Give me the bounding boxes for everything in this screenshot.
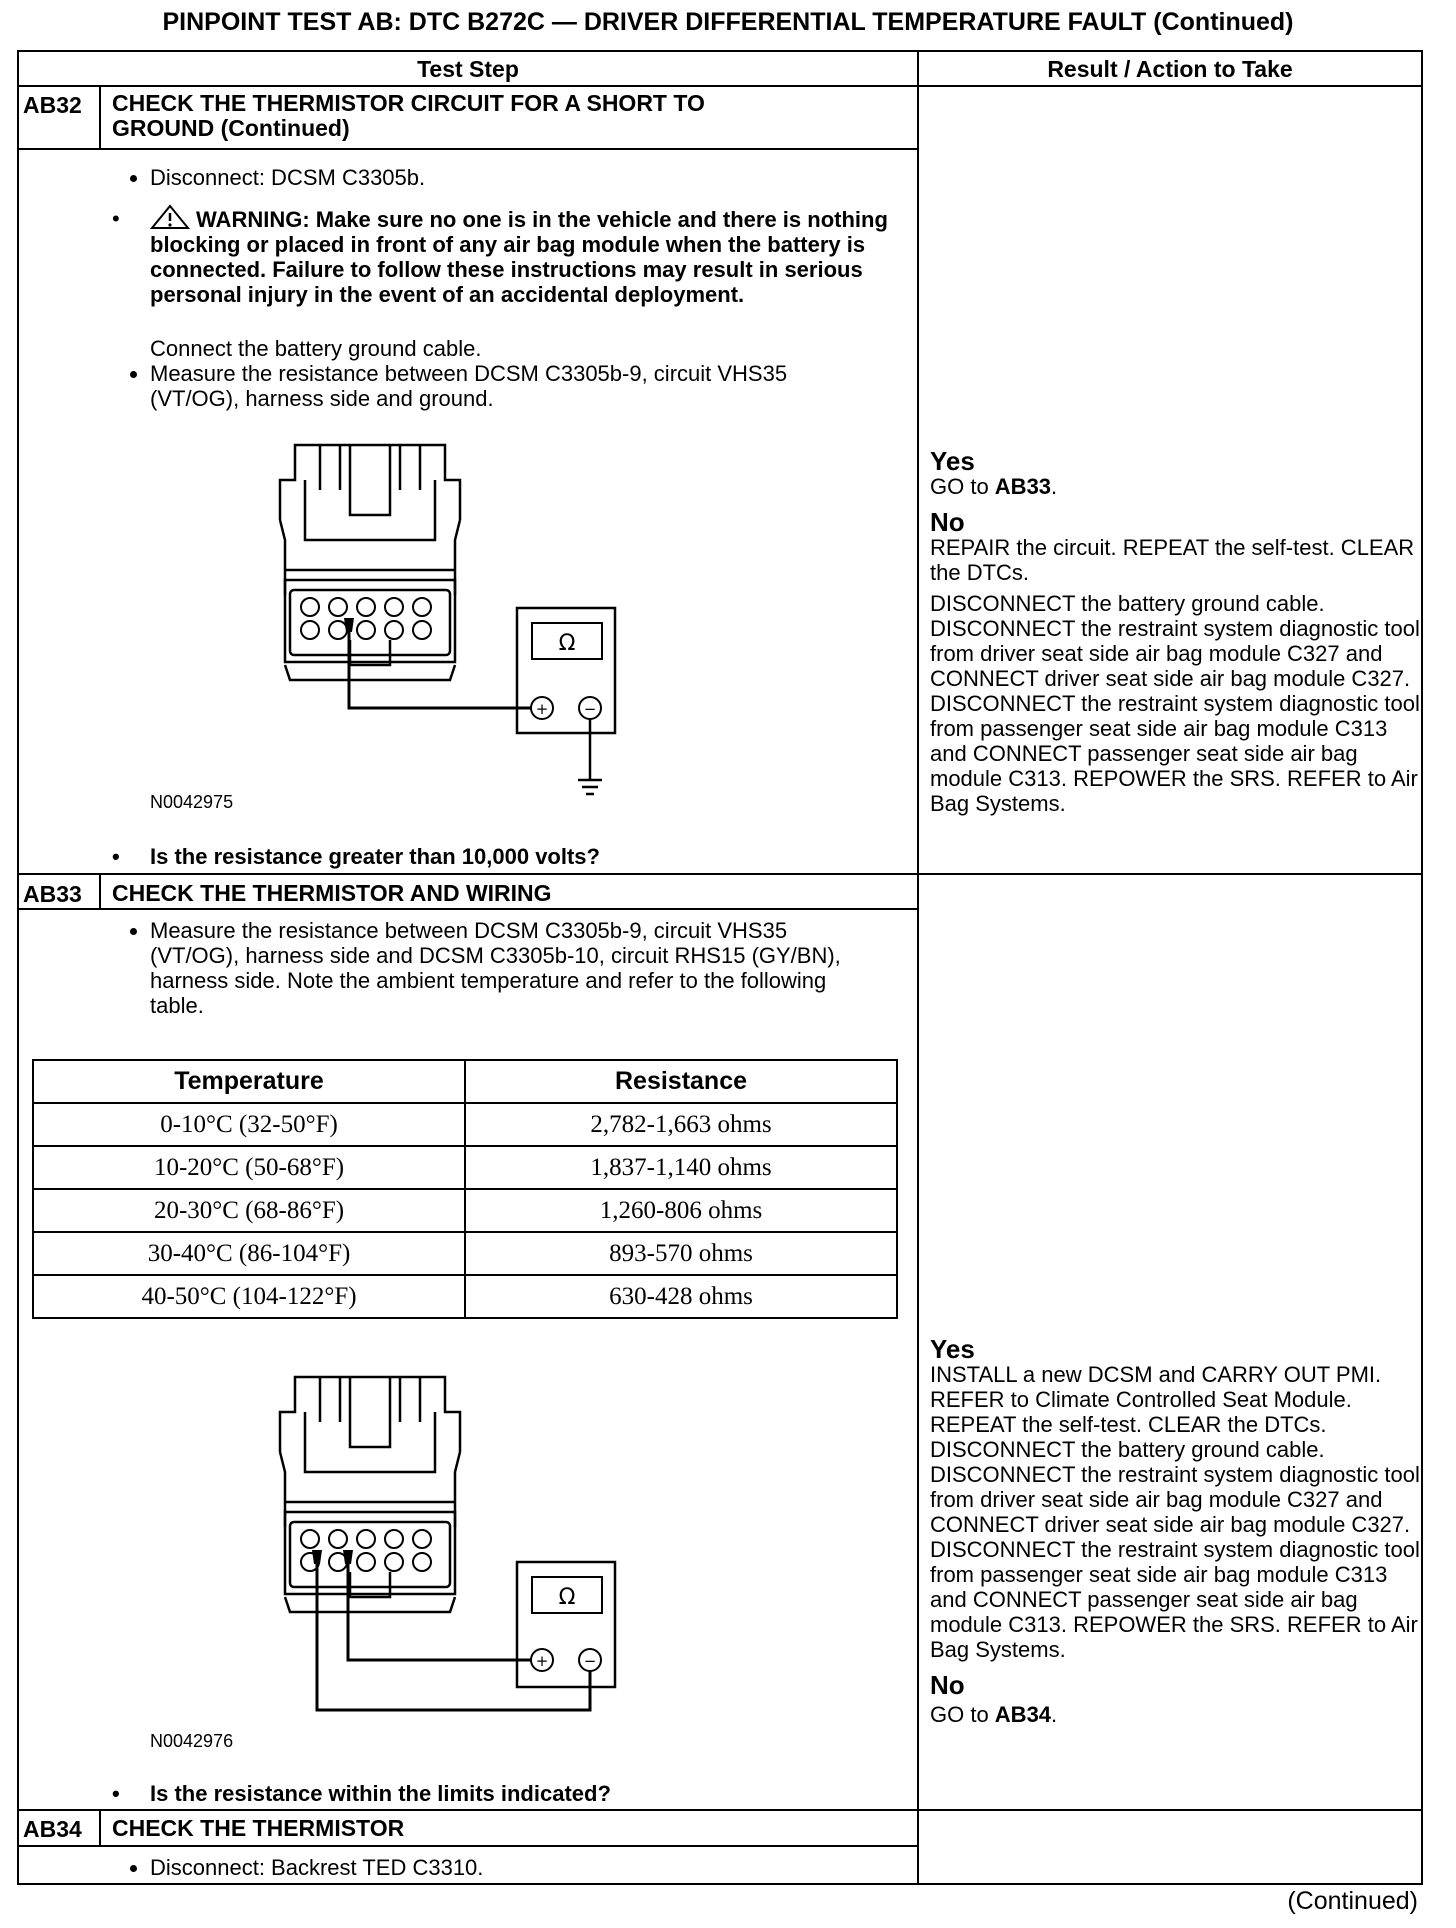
- yes-action: INSTALL a new DCSM and CARRY OUT PMI. REFER to Climate Controlled Seat Module. REPEAT the self-test. CLEAR the DTCs. DISCONNECT the battery ground cable. DISCONNECT the restraint system diagnostic tool from driver seat side air bag module C327 and CONNECT driver seat side air bag module C327. DISCONNECT the restraint system diagnostic tool from passenger seat side air bag module C313 and CONNECT passenger seat side air bag module C313. REPOWER the SRS. REFER to Air Bag Systems.: [930, 1362, 1420, 1662]
- question-text: Is the resistance greater than 10,000 volts?: [150, 844, 600, 869]
- no-action-2: DISCONNECT the battery ground cable. DISCONNECT the restraint system diagnostic tool from driver seat side air bag module C327 and CONNECT driver seat side air bag module C327. DISCONNECT the restraint system diagnostic tool from passenger seat side air bag module C313 and CONNECT passenger seat side air bag module C313. REPOWER the SRS. REFER to Air Bag Systems.: [930, 591, 1420, 816]
- table-header-resistance: Resistance: [465, 1060, 897, 1103]
- ohm-symbol: Ω: [558, 1585, 576, 1610]
- figure-code-2: N0042976: [150, 1731, 234, 1751]
- result-ab33: [930, 1336, 1420, 1727]
- table-cell: 1,260-806 ohms: [465, 1189, 897, 1232]
- no-label: No: [930, 507, 965, 537]
- yes-label: Yes: [930, 446, 975, 476]
- ohm-symbol: Ω: [558, 631, 576, 656]
- warning-text: WARNING: Make sure no one is in the vehicle and there is nothing blocking or placed in front of any air bag module when the battery is connected. Failure to follow these instructions may result in serious personal injury in the event of an accidental deployment.: [150, 207, 888, 307]
- table-header-temperature: Temperature: [33, 1060, 465, 1103]
- step-title-ab34: CHECK THE THERMISTOR: [112, 1815, 405, 1841]
- goto-ab34-link[interactable]: AB34: [994, 1702, 1052, 1727]
- plus-terminal: +: [535, 1652, 549, 1670]
- step-id-ab32: AB32: [23, 92, 82, 118]
- step-actions-ab32: [112, 165, 890, 190]
- no-suffix: .: [1051, 1702, 1058, 1727]
- goto-ab33-link[interactable]: AB33: [994, 474, 1052, 499]
- ground-symbol-icon: [578, 780, 602, 794]
- result-ab32: [930, 448, 1420, 816]
- connect-instruction: Connect the battery ground cable.: [150, 336, 482, 361]
- column-header-result: Result / Action to Take: [1047, 56, 1293, 82]
- action-item: • Measure the resistance between DCSM C3305b-9, circuit VHS35 (VT/OG), harness side and ground.: [150, 361, 850, 411]
- continued-label: (Continued): [1287, 1887, 1418, 1915]
- figure-code-1: N0042975: [150, 792, 234, 812]
- table-cell: 10-20°C (50-68°F): [33, 1146, 465, 1189]
- question-text: Is the resistance within the limits indicated?: [150, 1781, 611, 1806]
- table-row: [33, 1232, 897, 1275]
- yes-label: Yes: [930, 1334, 975, 1364]
- no-label: No: [930, 1670, 965, 1700]
- no-action-1: REPAIR the circuit. REPEAT the self-test. CLEAR the DTCs.: [930, 535, 1415, 585]
- minus-terminal: −: [583, 700, 597, 718]
- connector-diagram-2: [260, 1372, 620, 1742]
- step-id-ab33: AB33: [23, 881, 82, 907]
- page-title: PINPOINT TEST AB: DTC B272C — DRIVER DIFFERENTIAL TEMPERATURE FAULT (Continued): [162, 8, 1294, 36]
- yes-suffix: .: [1051, 474, 1058, 499]
- plus-terminal: +: [535, 700, 549, 718]
- yes-prefix: GO to: [930, 474, 995, 499]
- step-actions-ab34: [112, 1855, 850, 1880]
- step-id-ab34: AB34: [23, 1816, 82, 1842]
- question-ab32: [112, 844, 600, 870]
- column-header-test-step: Test Step: [417, 56, 519, 82]
- table-header-row: [33, 1060, 897, 1103]
- minus-terminal: −: [583, 1652, 597, 1670]
- table-row: [33, 1189, 897, 1232]
- table-cell: 30-40°C (86-104°F): [33, 1232, 465, 1275]
- connector-diagram-1: [260, 440, 620, 810]
- table-cell: 2,782-1,663 ohms: [465, 1103, 897, 1146]
- table-row: [33, 1146, 897, 1189]
- no-action: [930, 1702, 1420, 1727]
- table-row: [33, 1275, 897, 1318]
- question-ab33: [112, 1781, 611, 1807]
- warning-triangle-icon: [150, 204, 190, 230]
- step-actions-ab33: [112, 918, 860, 1018]
- table-cell: 893-570 ohms: [465, 1232, 897, 1275]
- table-row: [33, 1103, 897, 1146]
- warning-block: [112, 204, 890, 307]
- temperature-resistance-table: [32, 1059, 898, 1319]
- table-cell: 40-50°C (104-122°F): [33, 1275, 465, 1318]
- yes-action: [930, 474, 1420, 499]
- action-item: • Measure the resistance between DCSM C3305b-9, circuit VHS35 (VT/OG), harness side and DCSM C3305b-10, circuit RHS15 (GY/BN), harness side. Note the ambient temperature and refer to the following table.: [150, 918, 860, 1018]
- table-cell: 630-428 ohms: [465, 1275, 897, 1318]
- table-cell: 20-30°C (68-86°F): [33, 1189, 465, 1232]
- table-cell: 0-10°C (32-50°F): [33, 1103, 465, 1146]
- action-item: • Disconnect: DCSM C3305b.: [150, 165, 890, 190]
- warning-item: • WARNING: Make sure no one is in the vehicle and there is nothing blocking or placed in front of any air bag module when the battery is connected. Failure to follow these instructions may result in serious personal injury in the event of an accidental deployment.: [112, 206, 888, 307]
- action-item: • Disconnect: Backrest TED C3310.: [150, 1855, 850, 1880]
- step-title-ab33: CHECK THE THERMISTOR AND WIRING: [112, 880, 552, 906]
- table-cell: 1,837-1,140 ohms: [465, 1146, 897, 1189]
- no-prefix: GO to: [930, 1702, 995, 1727]
- measure-list: [112, 361, 850, 411]
- step-title-ab32: CHECK THE THERMISTOR CIRCUIT FOR A SHORT TO GROUND (Continued): [112, 90, 705, 141]
